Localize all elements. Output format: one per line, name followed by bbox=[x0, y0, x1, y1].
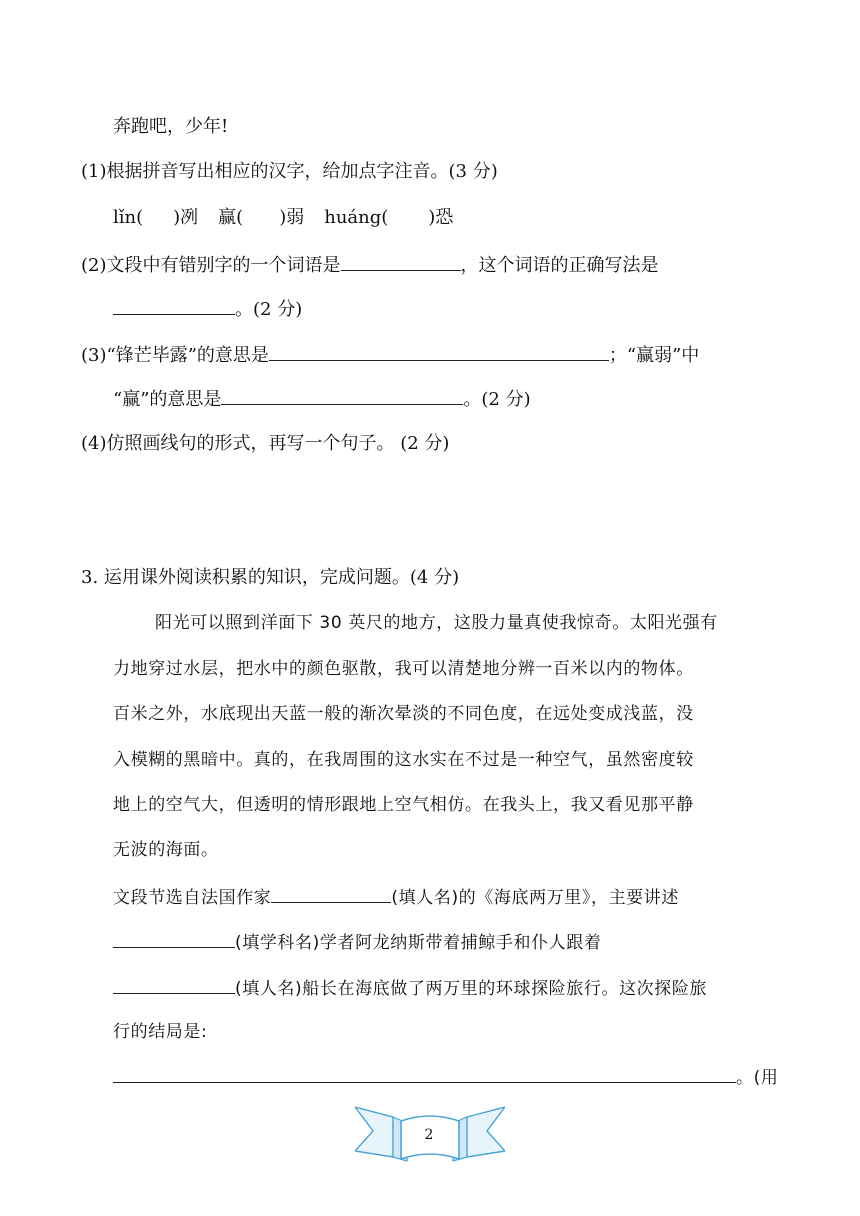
fill-line-2 bbox=[113, 929, 601, 955]
fill-line-3-tail: (填人名)船长在海底做了两万里的环球探险旅行。这次探险旅 bbox=[235, 979, 708, 999]
section-3-heading: 3. 运用课外阅读积累的知识，完成问题。(4 分) bbox=[81, 567, 460, 588]
answer-blank-captain[interactable] bbox=[113, 975, 235, 994]
fill-line-4: 行的结局是: bbox=[113, 1022, 208, 1042]
fill-line-1-mid: (填人名)的《海底两万里》，主要讲述 bbox=[391, 888, 679, 908]
question-1-prompt: (1)根据拼音写出相应的汉字，给加点字注音。(3 分) bbox=[81, 161, 498, 182]
char-item-2: 赢( bbox=[218, 207, 244, 228]
passage-line-3: 百米之外，水底现出天蓝一般的渐次晕淡的不同色度，在远处变成浅蓝，没 bbox=[113, 704, 694, 724]
answer-blank-wrong-word[interactable] bbox=[341, 252, 461, 271]
question-3-tail: 。(2 分) bbox=[463, 389, 531, 410]
passage-line-5: 地上的空气大，但透明的情形跟地上空气相仿。在我头上，我又看见那平静 bbox=[113, 795, 694, 815]
question-1-items bbox=[113, 206, 453, 230]
answer-blank-correct-word[interactable] bbox=[113, 296, 235, 315]
answer-blank-author[interactable] bbox=[271, 884, 391, 903]
question-2-prompt-b: ，这个词语的正确写法是 bbox=[460, 255, 659, 276]
question-2-line-2 bbox=[113, 296, 302, 322]
question-3-prompt-b: ；“赢弱”中 bbox=[608, 345, 700, 366]
passage-line-4: 入模糊的黑暗中。真的，在我周围的这水实在不过是一种空气，虽然密度较 bbox=[113, 750, 694, 770]
answer-blank-ending[interactable] bbox=[113, 1064, 736, 1083]
question-2-tail: 。(2 分) bbox=[235, 299, 303, 320]
question-2-prompt-a: (2)文段中有错别字的一个词语是 bbox=[81, 255, 341, 276]
passage-title-tail: 奔跑吧，少年! bbox=[113, 116, 229, 137]
fill-line-3 bbox=[113, 975, 707, 1001]
question-4-prompt: (4)仿照画线句的形式，再写一个句子。 (2 分) bbox=[81, 433, 450, 454]
page-number: 2 bbox=[424, 1127, 434, 1143]
answer-blank-meaning-1[interactable] bbox=[269, 342, 609, 361]
pinyin-item-1: lǐn( bbox=[113, 207, 144, 228]
pinyin-item-3: huáng( bbox=[324, 207, 389, 228]
fill-line-5-tail: 。(用 bbox=[736, 1068, 779, 1088]
answer-blank-meaning-2[interactable] bbox=[221, 386, 463, 405]
pinyin-item-3-tail: )恐 bbox=[428, 207, 454, 228]
fill-line-2-tail: (填学科名)学者阿龙纳斯带着捕鲸手和仆人跟着 bbox=[235, 933, 602, 953]
question-3-prompt-a: (3)“锋芒毕露”的意思是 bbox=[81, 345, 269, 366]
answer-blank-discipline[interactable] bbox=[113, 929, 235, 948]
fill-line-1-head: 文段节选自法国作家 bbox=[113, 888, 272, 908]
question-3-line-2 bbox=[113, 386, 531, 412]
fill-line-1 bbox=[113, 884, 679, 910]
char-item-2-tail: )弱 bbox=[279, 207, 305, 228]
passage-line-2: 力地穿过水层，把水中的颜色驱散，我可以清楚地分辨一百米以内的物体。 bbox=[113, 659, 694, 679]
pinyin-item-1-tail: )冽 bbox=[173, 207, 199, 228]
question-3-line-2-head: “赢”的意思是 bbox=[113, 389, 222, 410]
passage-line-6: 无波的海面。 bbox=[113, 840, 219, 860]
question-2-line-1 bbox=[81, 252, 659, 278]
question-3-line-1 bbox=[81, 342, 699, 368]
passage-line-1: 阳光可以照到洋面下 30 英尺的地方，这股力量真使我惊奇。太阳光强有 bbox=[155, 613, 718, 633]
fill-line-5 bbox=[113, 1064, 778, 1090]
